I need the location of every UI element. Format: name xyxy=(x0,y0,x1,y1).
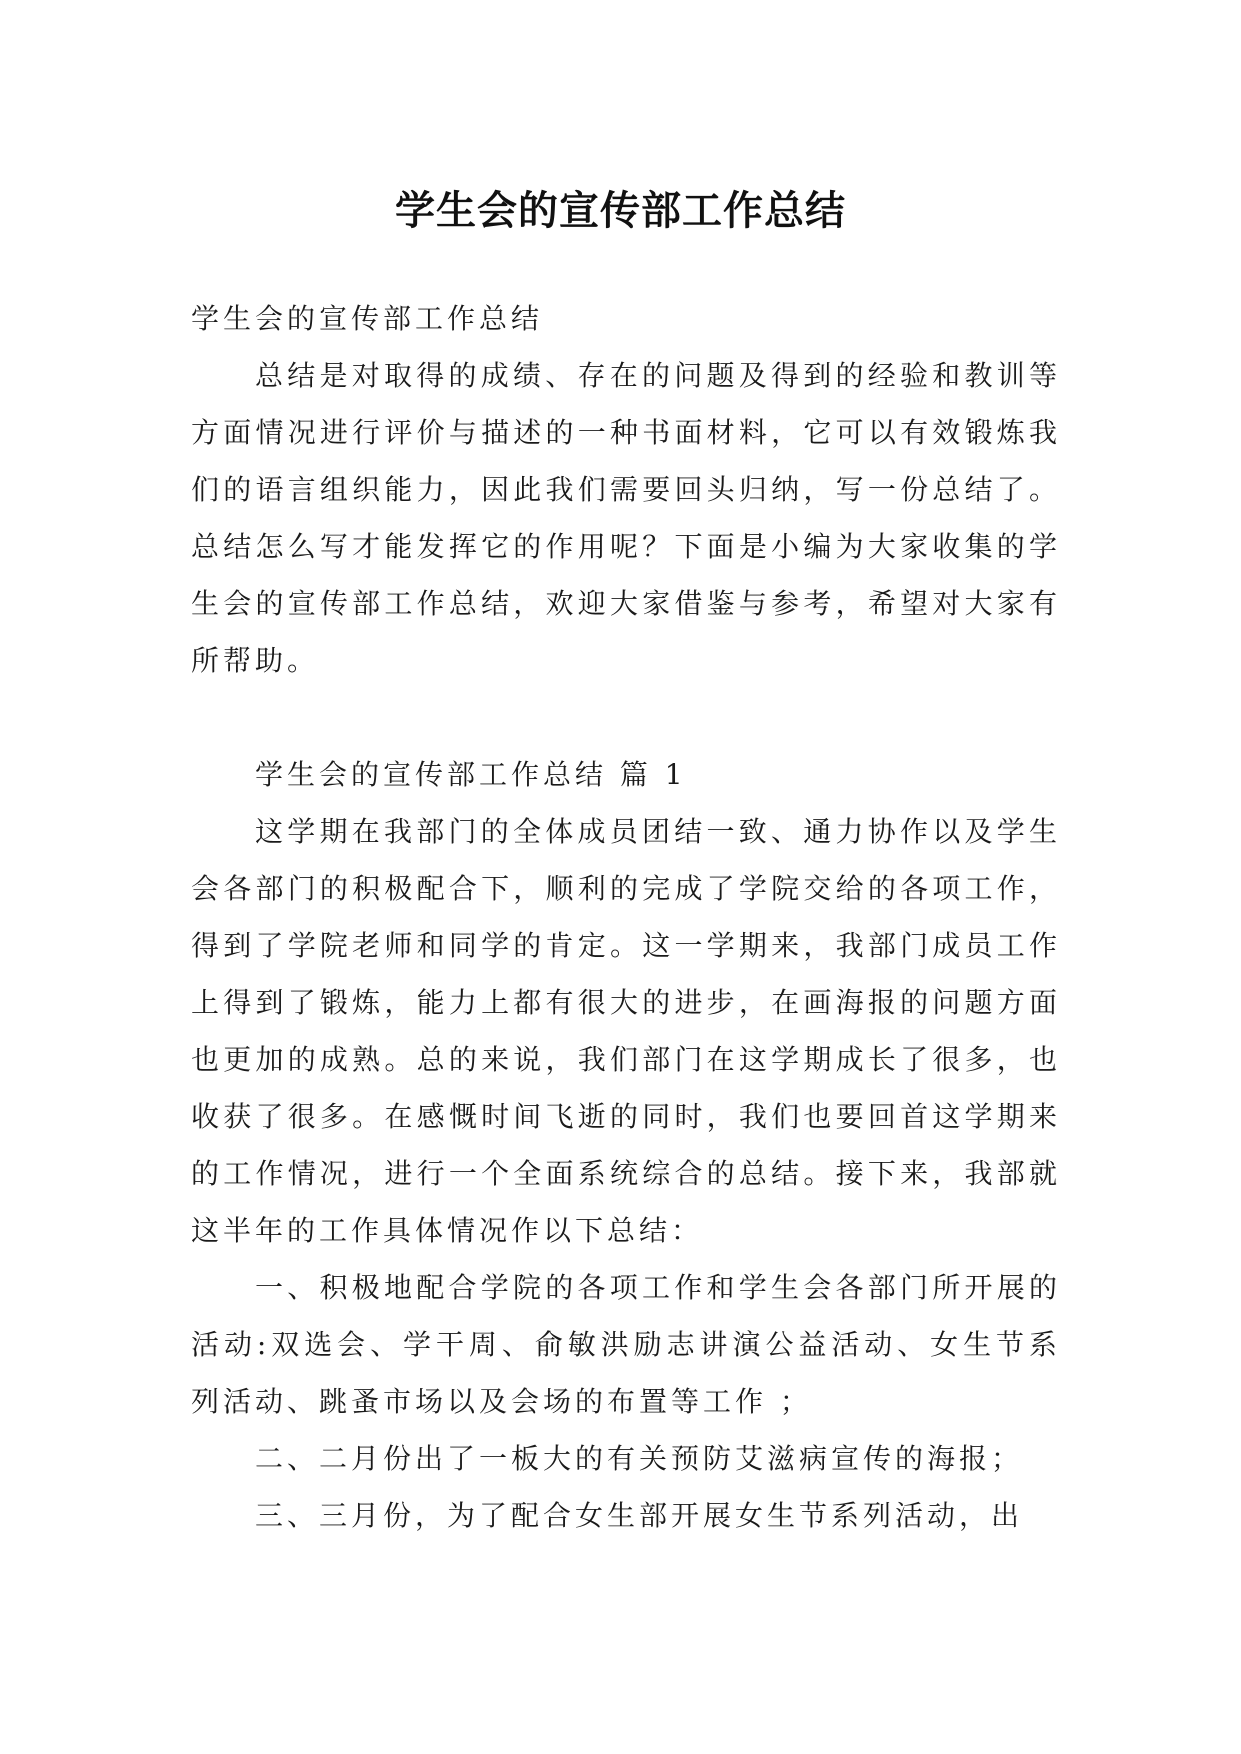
body-paragraph-2: 一、积极地配合学院的各项工作和学生会各部门所开展的活动:双选会、学干周、俞敏洪励志讲演公益活动、女生节系列活动、跳蚤市场以及会场的布置等工作 ； xyxy=(191,1271,1061,1418)
body-paragraph-4: 三、三月份，为了配合女生部开展女生节系列活动，出 xyxy=(255,1499,1024,1532)
document-body xyxy=(191,290,1061,1544)
body-paragraph-3: 二、二月份出了一板大的有关预防艾滋病宣传的海报； xyxy=(255,1442,1024,1475)
document-title: 学生会的宣传部工作总结 xyxy=(395,186,846,234)
document-subtitle: 学生会的宣传部工作总结 xyxy=(191,302,544,335)
section-title: 学生会的宣传部工作总结 篇 1 xyxy=(255,758,687,791)
paragraph-gap xyxy=(191,689,1061,746)
intro-paragraph: 总结是对取得的成绩、存在的问题及得到的经验和教训等方面情况进行评价与描述的一种书面材料，它可以有效锻炼我们的语言组织能力，因此我们需要回头归纳，写一份总结了。总结怎么写才能发挥它的作用呢？下面是小编为大家收集的学生会的宣传部工作总结，欢迎大家借鉴与参考，希望对大家有所帮助。 xyxy=(191,359,1061,677)
body-paragraph-1: 这学期在我部门的全体成员团结一致、通力协作以及学生会各部门的积极配合下，顺利的完成了学院交给的各项工作，得到了学院老师和同学的肯定。这一学期来，我部门成员工作上得到了锻炼，能力上都有很大的进步，在画海报的问题方面也更加的成熟。总的来说，我们部门在这学期成长了很多，也收获了很多。在感慨时间飞逝的同时，我们也要回首这学期来的工作情况，进行一个全面系统综合的总结。接下来，我部就这半年的工作具体情况作以下总结： xyxy=(191,815,1061,1247)
